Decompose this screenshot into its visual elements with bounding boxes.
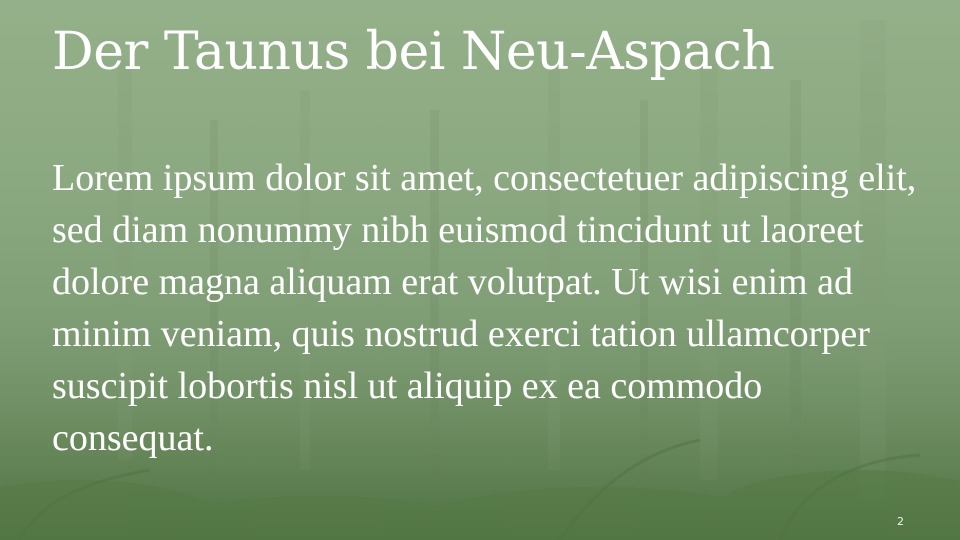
page-number: 2 (897, 515, 904, 528)
slide-body-text: Lorem ipsum dolor sit amet, consectetuer adipiscing elit, sed diam nonummy nibh euismod tincidunt ut laoreet dolore magna aliquam erat volutpat. Ut wisi enim ad minim veniam, quis nostrud exerci tation ullamcorper suscipit lobortis nisl ut aliquip ex ea commodo consequat. (52, 157, 917, 459)
slide-title: Der Taunus bei Neu-Aspach (52, 22, 775, 82)
